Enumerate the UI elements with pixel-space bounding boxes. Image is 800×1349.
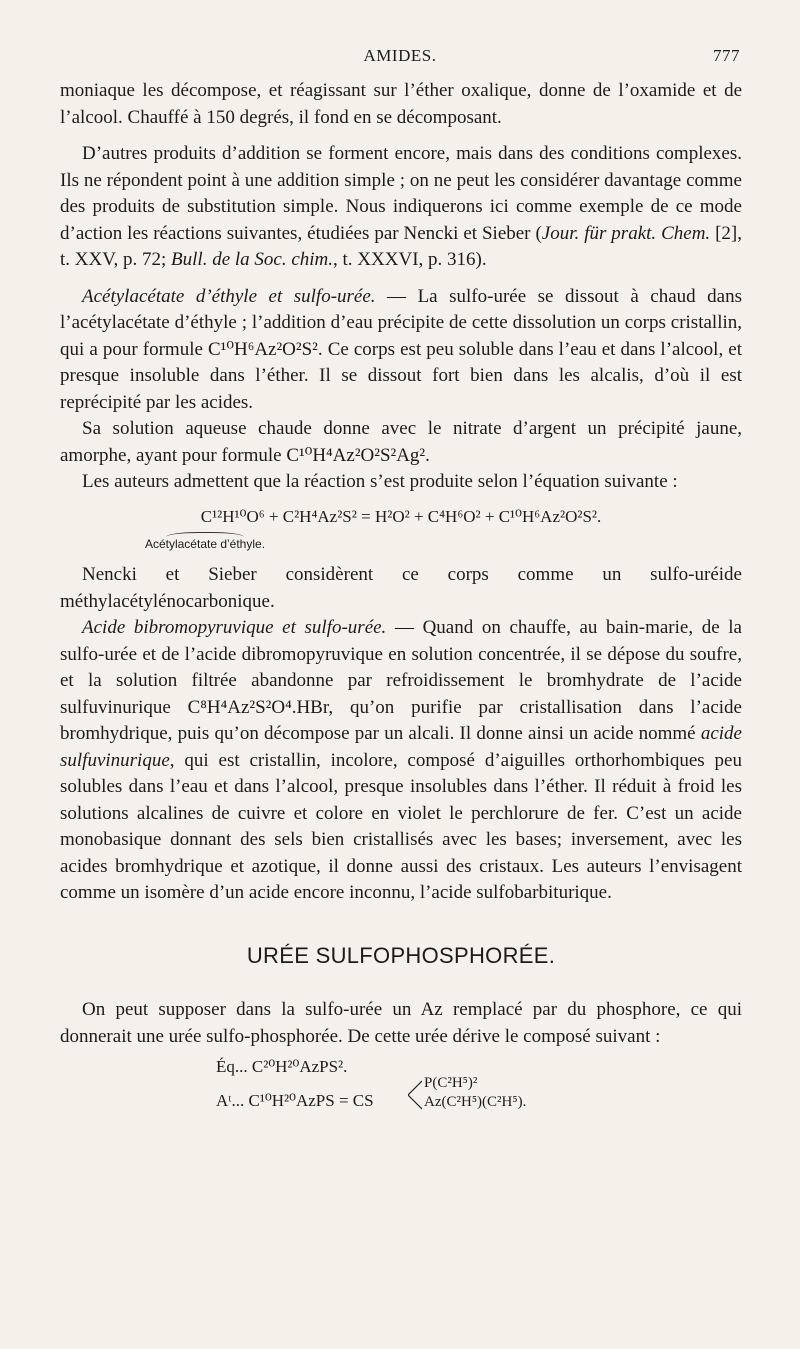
formula-branch (424, 1074, 526, 1112)
running-title: AMIDES. (363, 46, 437, 65)
acid-name: acide sulfuvinurique (60, 723, 742, 771)
formula-atomic: Aᵗ... C¹⁰H²⁰AzPS = CS (216, 1091, 374, 1110)
paragraph-6: Nencki et Sieber considèrent ce corps comme un sulfo-uréide méthylacétylénocarbonique. (60, 564, 742, 612)
section-heading: URÉE SULFOPHOSPHORÉE. (246, 942, 556, 968)
paragraph-5: Les auteurs admettent que la réaction s’est produite selon l’équation suivante : (82, 471, 678, 492)
paragraph-3 (60, 284, 742, 417)
paragraph-4: Sa solution aqueuse chaude donne avec le nitrate d’argent un précipité jaune, amorphe, ayant pour formule C¹⁰H⁴Az²O²S²Ag². (60, 418, 742, 466)
paragraph-8: On peut supposer dans la sulfo-urée un Az remplacé par du phosphore, ce qui donnerait une urée sulfo-phosphorée. De cette urée dérive le composé suivant : (60, 999, 742, 1047)
reference-bulletin: Bull. de la Soc. chim. (171, 249, 334, 270)
subsection-title-bibromopyruvique: Acide bibromopyruvique et sulfo-urée. (82, 617, 387, 638)
paragraph-1: moniaque les décompose, et réagissant sur l’éther oxalique, donne de l’oxamide et de l’alcool. Chauffé à 150 degrés, il fond en se décomposant. (60, 80, 742, 128)
branch-lines-icon (408, 1078, 422, 1112)
paragraph-7 (60, 615, 742, 907)
paragraph-2-text: D’autres produits d’addition se forment encore, mais dans des conditions complexes. Ils ne répondent point à une addition simple ; on ne peut les considérer davantage comme des produits de substitution simple. Nous indiquerons ici comme exemple de ce mode d’action les réactions suivantes, étudiées par Nencki et Sieber ( (60, 143, 742, 244)
paragraph-3-text: — La sulfo-urée se dissout à chaud dans l’acétylacétate d’éthyle ; l’addition d’eau précipite de cette dissolution un corps cristallin, qui a pour formule C¹⁰H⁶Az²O²S². Ce corps est peu soluble dans l’eau et dans l’alcool, et presque insoluble dans l’éther. Il se dissout fort bien dans les alcalis, d’où il est reprécipité par les acides. (60, 285, 742, 413)
running-header (60, 46, 740, 70)
formula-equivalent: Éq... C²⁰H²⁰AzPS². (216, 1057, 348, 1076)
branch-bottom: Az(C²H⁵)(C²H⁵). (424, 1094, 527, 1110)
branch-top: P(C²H⁵)² (424, 1075, 478, 1091)
formula-block (60, 1054, 742, 1124)
reference-volume: [2], t. XXV, p. 72; (60, 222, 743, 270)
paragraph-7-text: — Quand on chauffe, au bain-marie, de la sulfo-urée et de l’acide dibromopyruvique en solution concentrée, il se dépose du soufre, et la solution filtrée abandonne par refroidissement le bromhydrate de l’acide sulfuvinurique C⁸H⁴Az²S²O⁴.HBr, qu’on purifie par cristallisation dans l’acide bromhydrique, puis qu’on décompose par un alcali. Il donne ainsi un acide nommé (60, 617, 742, 744)
subsection-title-acetylacetate: Acétylacétate d’éthyle et sulfo-urée. (82, 285, 376, 307)
page-number: 777 (713, 46, 740, 65)
chemical-equation: C¹²H¹⁰O⁶ + C²H⁴Az²S² = H²O² + C⁴H⁶O² + C¹⁰H⁶Az²O²S². (200, 506, 602, 526)
reference-end: , t. XXXVI, p. 316). (333, 249, 487, 270)
body-text (60, 78, 742, 1124)
paragraph-7-end: , qui est cristallin, incolore, composé d’aiguilles orthorhombiques peu solubles dans l’eau et dans l’alcool, presque insolubles dans l’éther. Il réduit à froid les solutions alcalines de cuivre et colore en violet le perchlorure de fer. C’est un acide monobasique donnant des sels bien cristallisés avec les bases; inversement, avec les acides bromhydrique et azotique, il donne aussi des cristaux. Les auteurs l’envisagent comme un isomère d’un acide encore inconnu, l’acide sulfobarbiturique. (60, 749, 742, 903)
paragraph-2 (60, 141, 742, 274)
equation-annotation (0, 532, 546, 552)
reference-journal: Jour. für prakt. Chem. (541, 222, 711, 244)
equation-annotation-text: Acétylacétate d’éthyle. (144, 537, 266, 551)
